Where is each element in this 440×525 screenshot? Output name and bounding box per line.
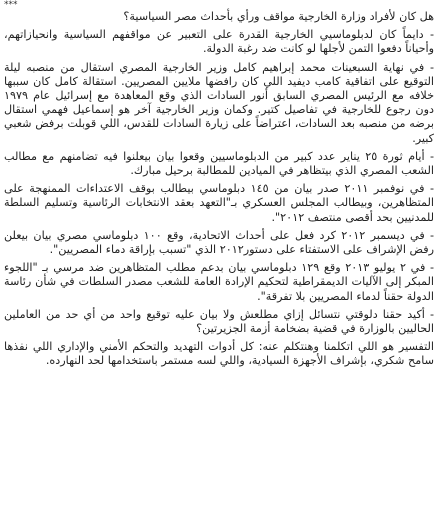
paragraph-december-2012: - في ديسمبر ٢٠١٢ كرد فعل على أحداث الاتحادية، وقع ١٠٠ دبلوماسي مصري بيان بيعلن رفض الإشراف على الاستفتاء على دستور٢٠١٢ الذي "تسبب بإراقة دماء المصريين".: [4, 228, 434, 257]
section-separator: ***: [4, 0, 18, 10]
paragraph-explanation: التفسير هو اللي اتكلمنا وهنتكلم عنه: كل أدوات التهديد والتحكم الأمني والإداري اللي نفذها سامح شكري، بإشراف الأجهزة السيادية، واللي لسه مستمر باستخدامها لحد النهارده.: [4, 340, 434, 368]
paragraph-november-2011: - في نوفمبر ٢٠١١ صدر بيان من ١٤٥ دبلوماسي بيطالب بوقف الاعتداءات الممنهجة على المتظاهرين، وبيطالب المجلس العسكري بـ"التعهد بعقد الانتخابات الرئاسية وتسليم السلطة للمدنيين بحد أقصى منتصف ٢٠١٢".: [4, 182, 435, 224]
paragraph-july-2013: - في ٢ يوليو ٢٠١٣ وقع ١٢٩ دبلوماسي بيان بدعم مطلب المتظاهرين ضد مرسي بـ "اللجوء المبكر إلى الآليات الديمقراطية لتحكيم الإرادة العامة للشعب مصدر السلطات في شأن رئاسة الدولة حقناً لدماء المصريين بلا تفرقة".: [4, 261, 434, 303]
paragraph-january-revolution: - أيام ثورة ٢٥ يناير عدد كبير من الدبلوماسيين وقعوا بيان بيعلنوا فيه تضامنهم مع مطالب الشعب المصري الذي بيتظاهر في الميادين للمطالبة برحيل مبارك.: [4, 149, 434, 178]
question-heading: هل كان لأفراد وزارة الخارجية مواقف ورأي بأحداث مصر السياسية؟: [123, 10, 434, 23]
paragraph-question-islands: - أكيد حقنا دلوقتي نتسائل إزاي مطلعش ولا بيان عليه توقيع واحد من أي حد من العاملين الحاليين بالوزارة في قضية بضخامة أزمة الجزيرتين؟: [4, 307, 434, 336]
paragraph-diplomats-stance: - دايماً كان لدبلوماسيي الخارجية القدرة على التعبير عن مواقفهم السياسية وانحيازاتهم، وأحياناً دفعوا التمن لأجلها لو كانت ضد رغبة الدولة.: [4, 28, 434, 56]
paragraph-seventies-resignations: - في نهاية السبعينات محمد إبراهيم كامل وزير الخارجية المصري استقال من منصبه ليلة التوقيع على اتفاقية كامب ديفيد اللي كان رافضها ملايين المصريين. استقالة كامل كان سببها خلافه مع الرئيس المصري السابق أنور السادات الذي وقع المعاهدة مع إسرائيل عام ١٩٧٩ دون رجوع للخارجية في تفاصيل كتير. وكمان وزير الخارجية آخر هو إسماعيل فهمي استقال برضه من منصبه بعد السادات، اعتراضاً على زيارة السادات للقدس، اللي قوبلت برفض شعبي كبير.: [4, 60, 434, 145]
